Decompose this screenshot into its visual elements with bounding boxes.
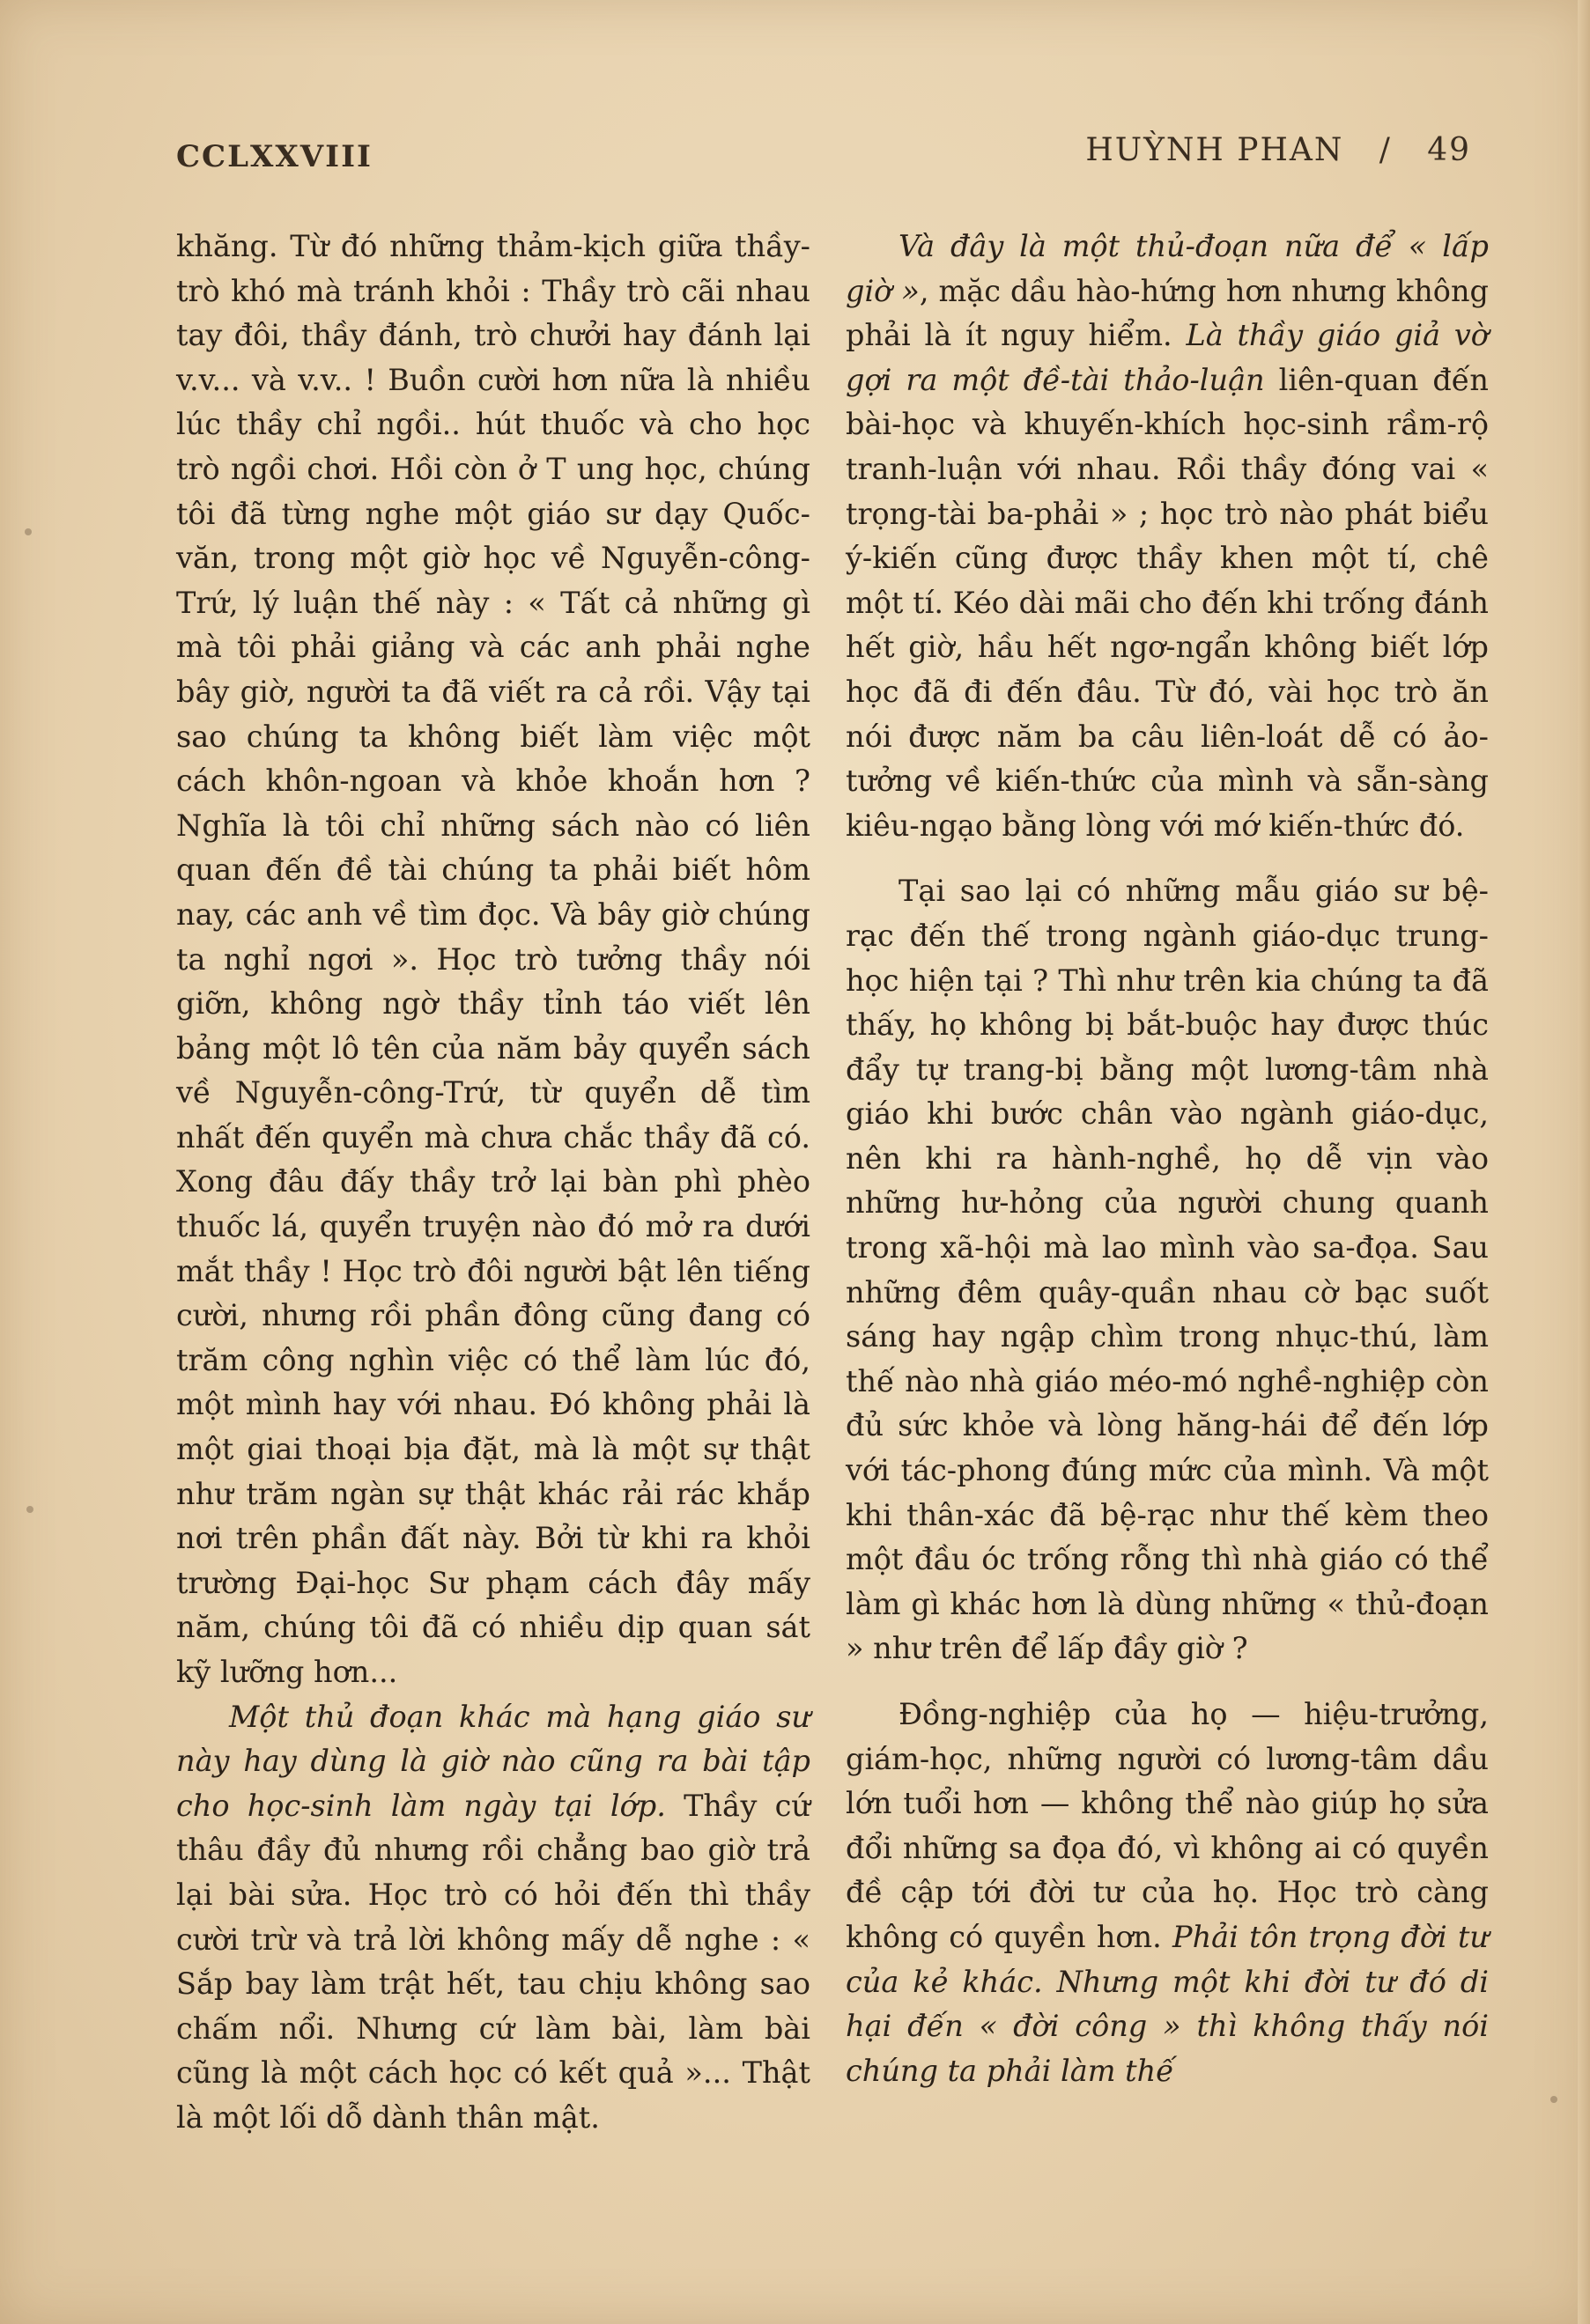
body-text: , mặc dầu hào-hứng hơn nhưng không phải là ít nguy hiểm. <box>846 273 1489 353</box>
page-edge <box>1578 0 1590 2324</box>
header-separator: / <box>1379 132 1392 168</box>
author-name: HUỲNH PHAN <box>1085 132 1344 168</box>
paragraph: Tại sao lại có những mẫu giáo sư bệ-rạc đến thế trong ngành giáo-dục trung-học hiện tại ? Thì như trên kia chúng ta đã thấy, họ không bị bắt-buộc hay được thúc đẩy tự trang-bị bằng một lương-tâm nhà giáo khi bước chân vào ngành giáo-dục, nên khi ra hành-nghề, họ dễ vịn vào những hư-hỏng của người chung quanh trong xã-hội mà lao mình vào sa-đọa. Sau những đêm quây-quần nhau cờ bạc suốt sáng hay ngập chìm trong nhục-thú, làm thế nào nhà giáo méo-mó nghề-nghiệp còn đủ sức khỏe và lòng hăng-hái để đến lớp với tác-phong đúng mức của mình. Và một khi thân-xác đã bệ-rạc như thế kèm theo một đầu óc trống rỗng thì nhà giáo có thể làm gì khác hơn là dùng những « thủ-đoạn » như trên để lấp đầy giờ ? <box>846 874 1489 1666</box>
body-text: Thầy cứ thâu đầy đủ nhưng rồi chẳng bao giờ trả lại bài sửa. Học trò có hỏi đến thì thầy cười trừ và trả lời không mấy dễ nghe : « Sắp bay làm trật hết, tau chịu không sao chấm nổi. Nhưng cứ làm bài, làm bài cũng là một cách học có kết quả »... Thật là một lối dỗ dành thân mật. <box>176 1788 810 2135</box>
body-text: liên-quan đến bài-học và khuyến-khích học-sinh rầm-rộ tranh-luận với nhau. Rồi thầy đóng vai « trọng-tài ba-phải » ; học trò nào phát biểu ý-kiến cũng được thầy khen một tí, chê một tí. Kéo dài mãi cho đến khi trống đánh hết giờ, hầu hết ngơ-ngẩn không biết lớp học đã đi đến đâu. Từ đó, vài học trò ăn nói được năm ba câu liên-loát dễ có ảo-tưởng về kiến-thức của mình và sẵn-sàng kiêu-ngạo bằng lòng với mớ kiến-thức đó. <box>846 362 1489 843</box>
header-right <box>1085 132 1471 168</box>
paragraph <box>846 1693 1489 2093</box>
left-column <box>176 225 810 2141</box>
body-text: Đồng-nghiệp của họ — hiệu-trưởng, giám-học, những người có lương-tâm dầu lớn tuổi hơn — không thể nào giúp họ sửa đổi những sa đọa đó, vì không ai có quyền đề cập tới đời tư của họ. Học trò càng không có quyền hơn. <box>846 1697 1489 1954</box>
page-speck <box>26 1506 33 1513</box>
page-speck <box>25 528 32 535</box>
page-number: 49 <box>1427 132 1471 168</box>
paragraph <box>176 1695 810 2141</box>
running-header <box>176 132 1471 194</box>
right-column <box>846 225 1489 2093</box>
italic-text: Là thầy giáo giả vờ gợi ra một đề-tài thảo-luận <box>846 318 1489 397</box>
italic-text: Và đây là một thủ-đoạn nữa để « lấp giờ » <box>846 229 1489 308</box>
paragraph <box>846 225 1489 848</box>
paragraph: khăng. Từ đó những thảm-kịch giữa thầy-trò khó mà tránh khỏi : Thầy trò cãi nhau tay đôi, thầy đánh, trò chưởi hay đánh lại v.v... và v.v.. ! Buồn cười hơn nữa là nhiều lúc thầy chỉ ngồi.. hút thuốc và cho học trò ngồi chơi. Hồi còn ở T ung học, chúng tôi đã từng nghe một giáo sư dạy Quốc-văn, trong một giờ học về Nguyễn-công-Trứ, lý luận thế này : « Tất cả những gì mà tôi phải giảng và các anh phải nghe bây giờ, người ta đã viết ra cả rồi. Vậy tại sao chúng ta không biết làm việc một cách khôn-ngoan và khỏe khoắn hơn ? Nghĩa là tôi chỉ những sách nào có liên quan đến đề tài chúng ta phải biết hôm nay, các anh về tìm đọc. Và bây giờ chúng ta nghỉ ngơi ». Học trò tưởng thầy nói giỡn, không ngờ thầy tỉnh táo viết lên bảng một lô tên của năm bảy quyển sách về Nguyễn-công-Trứ, từ quyển dễ tìm nhất đến quyển mà chưa chắc thầy đã có. Xong đâu đấy thầy trở lại bàn phì phèo thuốc lá, quyển truyện nào đó mở ra dưới mắt thầy ! Học trò đôi người bật lên tiếng cười, nhưng rồi phần đông cũng đang có trăm công nghìn việc có thể làm lúc đó, một mình hay với nhau. Đó không phải là một giai thoại bịa đặt, mà là một sự thật như trăm ngàn sự thật khác rải rác khắp nơi trên phần đất này. Bởi từ khi ra khỏi trường Đại-học Sư phạm cách đây mấy năm, chúng tôi đã có nhiều dịp quan sát kỹ lưỡng hơn... <box>176 229 810 1689</box>
italic-text: Phải tôn trọng đời tư của kẻ khác. Nhưng một khi đời tư đó di hại đến « đời công » thì không thấy nói chúng ta phải làm thế <box>846 1919 1489 2088</box>
page-speck <box>1550 2096 1557 2103</box>
issue-number: CCLXXVIII <box>176 139 373 174</box>
italic-text: Một thủ đoạn khác mà hạng giáo sư này hay dùng là giờ nào cũng ra bài tập cho học-sinh làm ngày tại lớp. <box>176 1699 810 1823</box>
